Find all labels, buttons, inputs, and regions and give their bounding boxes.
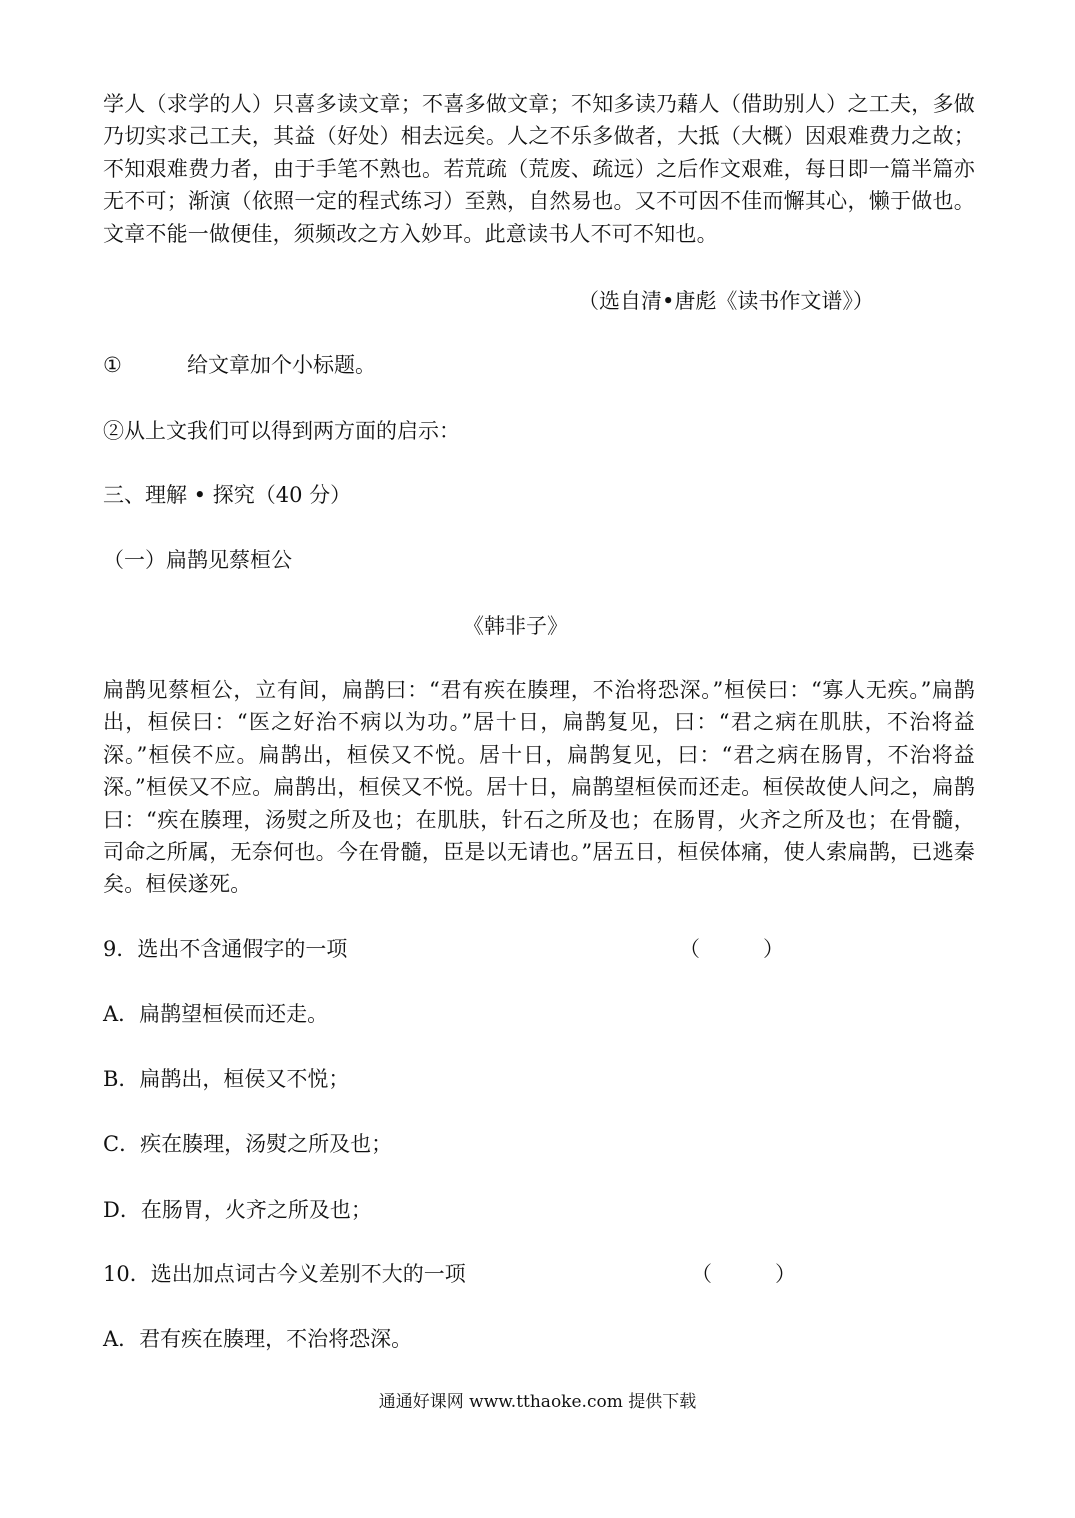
question-9-option-d: D．在肠胃，火齐之所及也； [103, 1198, 372, 1222]
question-9-option-a: A．扁鹊望桓侯而还走。 [103, 1002, 329, 1026]
question-1-text: 给文章加个小标题。 [187, 353, 376, 377]
question-1-number: ① [103, 353, 122, 377]
question-10-option-a: A．君有疾在腠理，不治将恐深。 [103, 1327, 413, 1351]
question-9-option-c: C．疾在腠理，汤熨之所及也； [103, 1132, 393, 1156]
reading-passage-1: 学人（求学的人）只喜多读文章；不喜多做文章；不知多读乃藉人（借助别人）之工夫，多做乃切实求己工夫，其益（好处）相去远矣。人之不乐多做者，大抵（大概）因艰难费力之故；不知艰难费力者，由于手笔不熟也。若荒疏（荒废、疏远）之后作文艰难，每日即一篇半篇亦无不可；渐演（依照一定的程式练习）至熟，自然易也。又不可因不佳而懈其心，懒于做也。文章不能一做便佳，须频改之方入妙耳。此意读书人不可不知也。 [103, 92, 975, 246]
page-footer: 通通好课网 www.tthaoke.com 提供下载 [378, 1392, 697, 1412]
question-10-answer-blank: （ ） [691, 1262, 796, 1286]
question-9-stem: 9．选出不含通假字的一项 [103, 937, 348, 961]
passage-1-source: （选自清•唐彪《读书作文谱》） [578, 289, 874, 313]
section-3-heading: 三、理解 • 探究（40 分） [103, 483, 352, 507]
passage-2-author: 《韩非子》 [463, 614, 568, 638]
question-2-text: ②从上文我们可以得到两方面的启示： [103, 419, 460, 443]
question-9-option-b: B．扁鹊出，桓侯又不悦； [103, 1067, 350, 1091]
reading-passage-2: 扁鹊见蔡桓公，立有间，扁鹊曰：“君有疾在腠理，不治将恐深。”桓侯曰：“寡人无疾。”扁鹊出，桓侯曰：“医之好治不病以为功。”居十日，扁鹊复见，曰：“君之病在肌肤，不治将益深。”桓侯不应。扁鹊出，桓侯又不悦。居十日，扁鹊复见，曰：“君之病在肠胃，不治将益深。”桓侯又不应。扁鹊出，桓侯又不悦。居十日，扁鹊望桓侯而还走。桓侯故使人问之，扁鹊曰：“疾在腠理，汤熨之所及也；在肌肤，针石之所及也；在肠胃，火齐之所及也；在骨髓，司命之所属，无奈何也。今在骨髓，臣是以无请也。”居五日，桓侯体痛，使人索扁鹊，已逃秦矣。桓侯遂死。 [103, 678, 975, 897]
question-9-answer-blank: （ ） [679, 937, 784, 961]
question-10-stem: 10．选出加点词古今义差别不大的一项 [103, 1262, 466, 1286]
section-3-subheading: （一）扁鹊见蔡桓公 [103, 548, 292, 572]
